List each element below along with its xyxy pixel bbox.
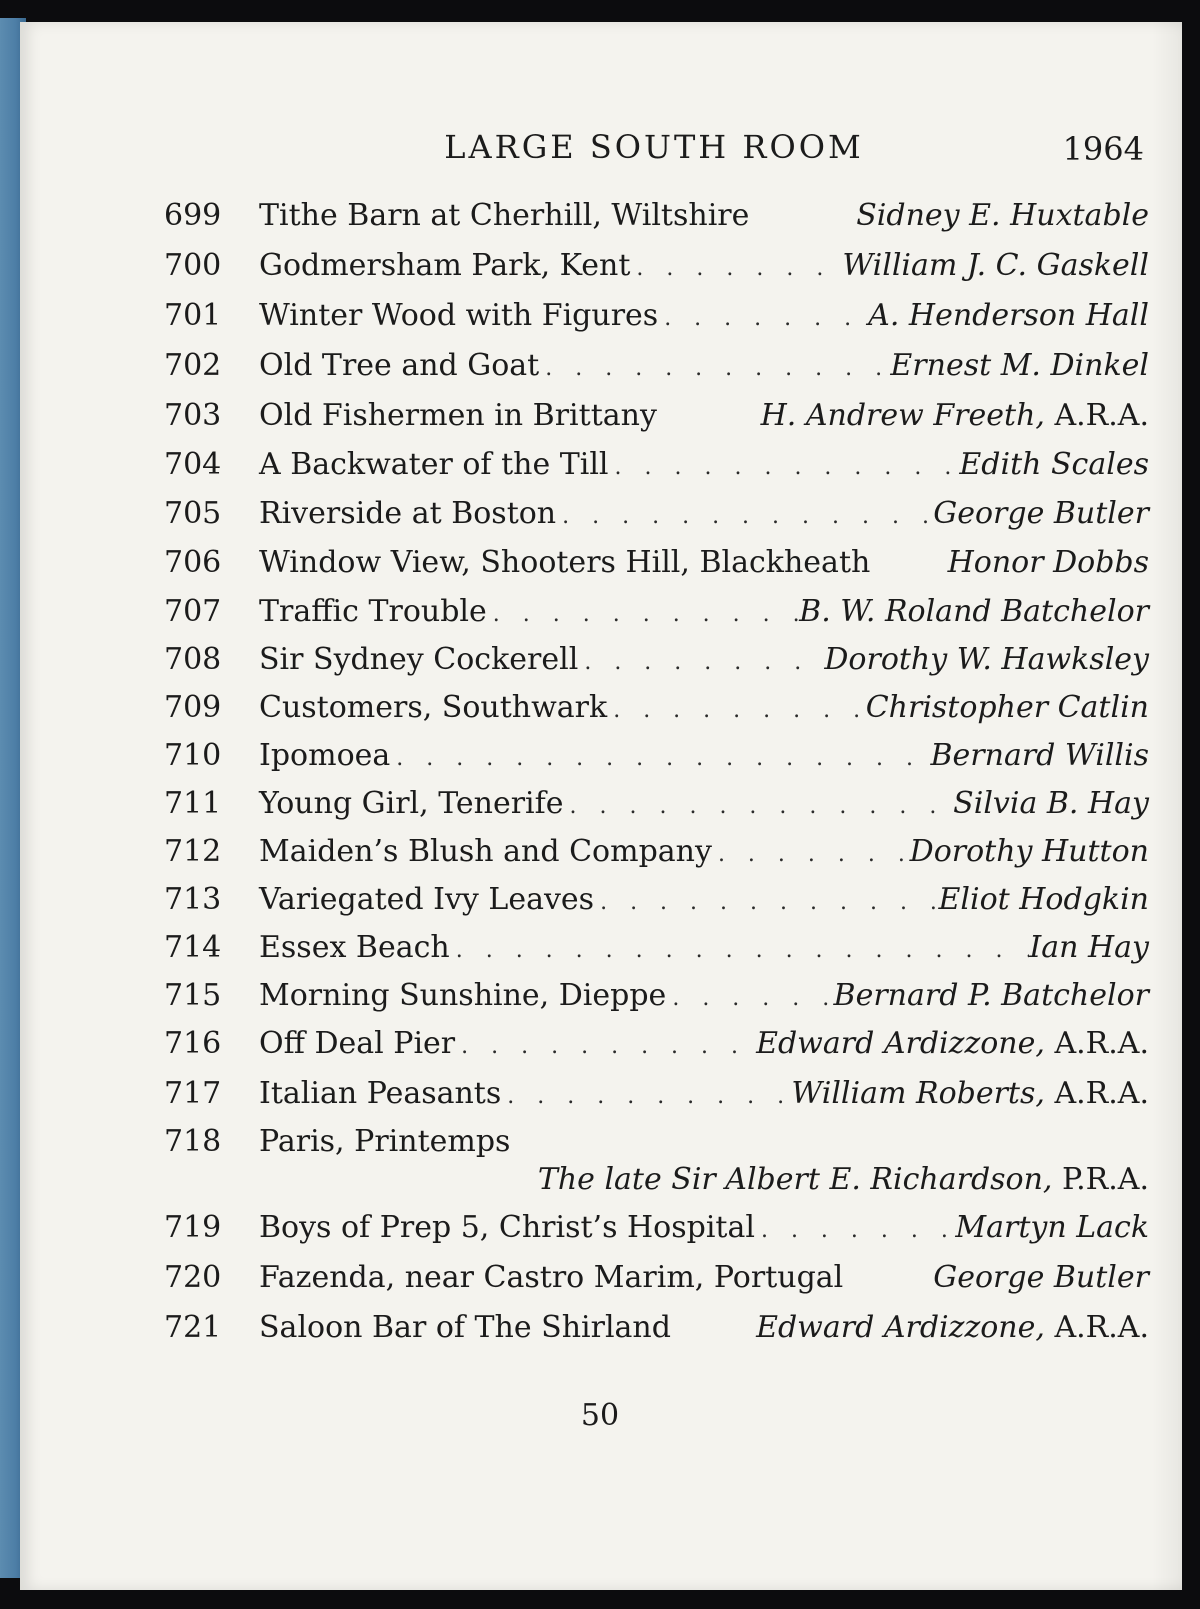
entry-artist: Bernard P. Batchelor — [833, 978, 1149, 1013]
entry-artist: George Butler — [933, 1260, 1149, 1295]
entry-number: 717 — [164, 1076, 222, 1111]
entry-artist: Honor Dobbs — [947, 545, 1149, 580]
entry-artist: Edward Ardizzone, — [756, 1026, 1045, 1061]
entry-artist: Silvia B. Hay — [953, 786, 1149, 821]
list-item — [164, 198, 1149, 238]
entry-artist: William Roberts, — [791, 1076, 1045, 1111]
entry-number: 709 — [164, 690, 222, 725]
entry-title: Saloon Bar of The Shirland — [259, 1310, 671, 1345]
entry-number: 720 — [164, 1260, 222, 1295]
entry-title: Fazenda, near Castro Marim, Portugal — [259, 1260, 844, 1295]
entry-title: Old Fishermen in Brittany — [259, 398, 657, 433]
entry-title: Sir Sydney Cockerell — [259, 642, 579, 677]
entry-title: Traffic Trouble — [259, 594, 487, 629]
list-item — [164, 348, 1149, 388]
entry-title: Riverside at Boston — [259, 496, 557, 531]
entry-number: 713 — [164, 882, 222, 917]
entry-number: 714 — [164, 930, 222, 965]
entry-number: 703 — [164, 398, 222, 433]
entry-number: 705 — [164, 496, 222, 531]
entry-number: 699 — [164, 198, 222, 233]
list-item — [164, 738, 1149, 778]
entry-number: 708 — [164, 642, 222, 677]
list-item — [164, 594, 1149, 634]
entry-title: Off Deal Pier — [259, 1026, 456, 1061]
entry-artist: Martyn Lack — [955, 1210, 1149, 1245]
entry-title: Winter Wood with Figures — [259, 298, 659, 333]
list-item — [164, 1026, 1149, 1066]
entry-title: Maiden’s Blush and Company — [259, 834, 712, 869]
list-item — [164, 398, 1149, 438]
entry-artist: Dorothy Hutton — [909, 834, 1149, 869]
list-item — [164, 834, 1149, 874]
entry-title: Morning Sunshine, Dieppe — [259, 978, 667, 1013]
list-item — [164, 1310, 1149, 1350]
entry-number: 718 — [164, 1124, 222, 1159]
entry-number: 706 — [164, 545, 222, 580]
entry-number: 712 — [164, 834, 222, 869]
entry-title: Tithe Barn at Cherhill, Wiltshire — [259, 198, 750, 233]
running-header — [164, 128, 1144, 172]
entry-title: Essex Beach — [259, 930, 450, 965]
entry-title: Boys of Prep 5, Christ’s Hospital — [259, 1210, 755, 1245]
entry-artist: A. Henderson Hall — [868, 298, 1149, 333]
entry-title: Window View, Shooters Hill, Blackheath — [259, 545, 871, 580]
entry-honour: A.R.A. — [1054, 398, 1149, 433]
entry-number: 707 — [164, 594, 222, 629]
entry-artist: George Butler — [933, 496, 1149, 531]
entry-title: Young Girl, Tenerife — [259, 786, 564, 821]
entry-honour: A.R.A. — [1054, 1026, 1149, 1061]
entry-title: Old Tree and Goat — [259, 348, 540, 383]
entry-honour: A.R.A. — [1054, 1310, 1149, 1345]
entry-number: 716 — [164, 1026, 222, 1061]
list-item — [164, 930, 1149, 970]
list-item — [164, 298, 1149, 338]
entry-artist: H. Andrew Freeth, — [760, 398, 1045, 433]
page-title: LARGE SOUTH ROOM — [444, 128, 864, 166]
entry-artist: Bernard Willis — [930, 738, 1149, 773]
entry-number: 702 — [164, 348, 222, 383]
entry-artist: Ian Hay — [1029, 930, 1149, 965]
entry-artist: B. W. Roland Batchelor — [799, 594, 1149, 629]
entry-artist: The late Sir Albert E. Richardson, — [537, 1162, 1053, 1197]
entry-artist: Edward Ardizzone, — [756, 1310, 1045, 1345]
entry-artist: Eliot Hodgkin — [938, 882, 1149, 917]
list-item — [164, 496, 1149, 536]
entry-number: 711 — [164, 786, 222, 821]
entry-honour: A.R.A. — [1054, 1076, 1149, 1111]
entry-title: Variegated Ivy Leaves — [259, 882, 595, 917]
list-item — [164, 1076, 1149, 1116]
list-item — [164, 1260, 1149, 1300]
entry-number: 701 — [164, 298, 222, 333]
entry-artist: William J. C. Gaskell — [842, 248, 1149, 283]
list-item — [164, 447, 1149, 487]
entry-artist: Sidney E. Huxtable — [856, 198, 1149, 233]
entry-artist: Edith Scales — [959, 447, 1149, 482]
entry-title: Customers, Southwark — [259, 690, 608, 725]
entry-number: 710 — [164, 738, 222, 773]
entry-title: Paris, Printemps — [259, 1124, 511, 1159]
entry-number: 700 — [164, 248, 222, 283]
entry-continuation — [164, 1162, 1149, 1202]
page-number: 50 — [580, 1398, 620, 1433]
entry-title: Ipomoea — [259, 738, 391, 773]
list-item — [164, 1210, 1149, 1250]
list-item — [164, 978, 1149, 1018]
entry-number: 721 — [164, 1310, 222, 1345]
entry-artist: Christopher Catlin — [865, 690, 1149, 725]
entry-title: Italian Peasants — [259, 1076, 502, 1111]
entry-honour: P.R.A. — [1062, 1162, 1149, 1197]
entry-title: A Backwater of the Till — [259, 447, 609, 482]
list-item — [164, 882, 1149, 922]
entry-artist: Ernest M. Dinkel — [890, 348, 1149, 383]
entry-artist: Dorothy W. Hawksley — [824, 642, 1149, 677]
entry-number: 719 — [164, 1210, 222, 1245]
list-item — [164, 690, 1149, 730]
list-item — [164, 248, 1149, 288]
entry-number: 704 — [164, 447, 222, 482]
list-item — [164, 1124, 1149, 1164]
entry-title: Godmersham Park, Kent — [259, 248, 631, 283]
list-item — [164, 545, 1149, 585]
entry-number: 715 — [164, 978, 222, 1013]
page-year: 1964 — [1062, 130, 1144, 168]
list-item — [164, 786, 1149, 826]
list-item — [164, 642, 1149, 682]
